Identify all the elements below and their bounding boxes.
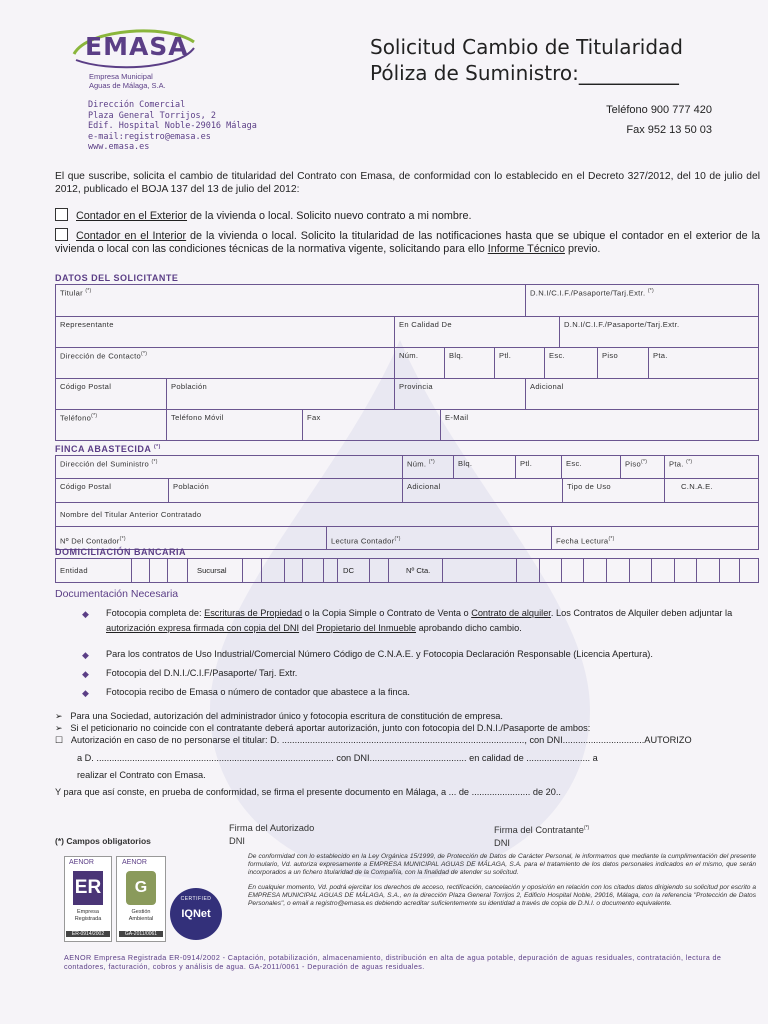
- address-line: Dirección Comercial: [88, 100, 186, 110]
- option-text: de la vivienda o local. Solicito la titularidad de las notificaciones hasta que se ubique el contador en el exterior de la vivienda o local con las condiciones técnicas de la normativa vigente, solicitando para ello: [55, 230, 760, 255]
- contact-phones: [606, 100, 712, 140]
- applicant-row: [56, 347, 758, 379]
- property-row: [56, 502, 758, 527]
- signature-authorized[interactable]: Firma del Autorizado DNI: [229, 823, 315, 846]
- page-title: [370, 34, 683, 86]
- property-grid: [55, 455, 759, 550]
- pta-field[interactable]: Pta.: [648, 348, 758, 379]
- option-label: Contador en el Interior: [76, 230, 187, 242]
- telefono-field[interactable]: Teléfono(*): [60, 413, 98, 423]
- iqnet-badge: CERTIFIED IQNet: [170, 888, 222, 940]
- diamond-bullet-icon: ◆: [82, 688, 89, 698]
- company-address: [88, 100, 257, 153]
- authorization-line: ☐ Autorización en caso de no personarse el titular: D. ..............................................................................................., con DNI................................AUTORIZO: [55, 735, 692, 745]
- adicional-field[interactable]: Adicional: [525, 379, 758, 410]
- section-heading-bank: DOMICILIACIÓN BANCARIA: [55, 547, 186, 557]
- account-digit-box[interactable]: [606, 559, 607, 582]
- fax-field[interactable]: Fax: [302, 410, 440, 441]
- esc-field[interactable]: Esc.: [561, 456, 620, 478]
- dni-representante-field[interactable]: D.N.I/C.I.F./Pasaporte/Tarj.Extr.: [559, 317, 758, 348]
- bank-grid: [55, 558, 759, 583]
- account-digit-box[interactable]: [261, 559, 262, 582]
- option-label: Contador en el Exterior: [76, 210, 188, 222]
- account-digit-box[interactable]: [167, 559, 168, 582]
- doc-item: Fotocopia del D.N.I./C.I.F/Pasaporte/ Tarj. Extr.: [106, 668, 298, 678]
- adicional-field[interactable]: Adicional: [402, 479, 562, 503]
- account-digit-box[interactable]: [242, 559, 243, 582]
- phone-number: Teléfono 900 777 420: [606, 104, 712, 116]
- authorization-line[interactable]: a D. ............................................................................................. con DNI...................................... en calidad de ......................... a: [77, 753, 598, 763]
- n-contador-field[interactable]: Nº Del Contador(*): [60, 536, 126, 546]
- account-digit-box[interactable]: [696, 559, 697, 582]
- account-digit-box[interactable]: [131, 559, 132, 582]
- arrow-icon: ➢: [55, 723, 63, 733]
- applicant-row: [56, 409, 758, 441]
- num-field[interactable]: Núm. (*): [402, 456, 453, 478]
- legal-paragraph: De conformidad con lo establecido en la Ley Orgánica 15/1999, de Protección de Datos de Carácter Personal, le informamos que mediante la cumplimentación del presente formulario, Vd. autoriza expresamente a EMPRESA MUNICIPAL AGUAS DE MÁLAGA, S.A. para el tratamiento de los datos personales indicados en el mismo, que serán incorporados a un fichero titularidad de la Compañía, con la finalidad de atender su solicitud.: [248, 853, 756, 877]
- diamond-bullet-icon: ◆: [82, 609, 89, 619]
- logo-subtitle-line: Empresa Municipal: [89, 72, 153, 81]
- legal-notice: [248, 853, 756, 908]
- extra-line: ➢ Si el peticionario no coincide con el contratante deberá aportar autorización, junto con fotocopia del D.N.I./Pasaporte de ambos:: [55, 723, 591, 733]
- dc-text: DC: [343, 566, 354, 575]
- blq-field[interactable]: Blq.: [444, 348, 494, 379]
- pta-field[interactable]: Pta. (*): [664, 456, 758, 478]
- applicant-grid: [55, 284, 759, 441]
- piso-field[interactable]: Piso: [597, 348, 648, 379]
- applicant-row: [56, 285, 758, 316]
- logo-subtitle-line: Aguas de Málaga, S.A.: [89, 81, 166, 90]
- intro-paragraph: El que suscribe, solicita el cambio de titularidad del Contrato con Emasa, de conformidad con lo establecido en el Decreto 327/2012, del 10 de julio del 2012, publicado el BOJA 137 del 13 de julio del 2012:: [55, 171, 760, 195]
- email-field[interactable]: E-Mail: [440, 410, 758, 441]
- cta-text: Nº Cta.: [406, 566, 431, 575]
- cnae-field[interactable]: C.N.A.E.: [664, 479, 758, 503]
- representante-field[interactable]: Representante: [60, 320, 114, 329]
- authorization-line: realizar el Contrato con Emasa.: [77, 770, 206, 780]
- property-row: [56, 478, 758, 503]
- fecha-lectura-field[interactable]: Fecha Lectura(*): [551, 527, 758, 550]
- direccion-contacto-field[interactable]: Dirección de Contacto(*): [60, 351, 148, 361]
- account-digit-box[interactable]: [369, 559, 370, 582]
- doc-item: Para los contratos de Uso Industrial/Comercial Número Código de C.N.A.E. y Fotocopia Declaración Responsable (Licencia Apertura).: [106, 649, 653, 659]
- entidad-label: Entidad: [60, 566, 88, 575]
- esc-field[interactable]: Esc.: [544, 348, 597, 379]
- account-digit-box[interactable]: [739, 559, 740, 582]
- account-digit-box[interactable]: [323, 559, 324, 582]
- account-digit-box[interactable]: [561, 559, 562, 582]
- doc-item: Fotocopia recibo de Emasa o número de contador que abastece a la finca.: [106, 687, 410, 697]
- ptl-field[interactable]: Ptl.: [515, 456, 561, 478]
- account-digit-box[interactable]: [583, 559, 584, 582]
- dni-titular-field[interactable]: D.N.I/C.I.F./Pasaporte/Tarj.Extr. (*): [525, 285, 758, 316]
- titular-anterior-field[interactable]: Nombre del Titular Anterior Contratado: [60, 510, 202, 519]
- conformity-line[interactable]: Y para que así conste, en prueba de conformidad, se firma el presente documento en Málaga, a ... de ....................... de 20..: [55, 787, 561, 797]
- logo-wordmark: EMASA: [85, 32, 189, 61]
- account-digit-box[interactable]: [337, 559, 338, 582]
- tipo-uso-field[interactable]: Tipo de Uso: [562, 479, 664, 503]
- account-digit-box[interactable]: [674, 559, 675, 582]
- signature-contractor[interactable]: Firma del Contratante(*) DNI: [494, 825, 590, 849]
- address-line: Plaza General Torrijos, 2: [88, 110, 216, 121]
- titular-field[interactable]: Titular (*): [60, 288, 92, 298]
- poblacion-field[interactable]: Población: [166, 379, 394, 410]
- account-digit-box[interactable]: [539, 559, 540, 582]
- doc-item: Fotocopia completa de: Escrituras de Propiedad o la Copia Simple o Contrato de Venta o Contrato de alquiler. Los Contratos de Alquiler deben adjuntar la autorización expresa firmada con copia del DNI del Propietario del Inmueble aprobando dicho cambio.: [106, 608, 733, 633]
- docs-heading: Documentación Necesaria: [55, 588, 179, 600]
- aenor-ga-badge: AENOR G Gestión Ambiental GA-2011/0061: [116, 856, 166, 942]
- authorization-checkbox[interactable]: ☐: [55, 735, 64, 745]
- movil-field[interactable]: Teléfono Móvil: [166, 410, 302, 441]
- account-digit-box[interactable]: [149, 559, 150, 582]
- lectura-contador-field[interactable]: Lectura Contador(*): [326, 527, 551, 550]
- account-digit-box[interactable]: [187, 559, 188, 582]
- email-link[interactable]: e-mail:registro@emasa.es: [88, 131, 211, 142]
- sucursal-text: Sucursal: [197, 566, 227, 575]
- logo-subtitle: [89, 72, 166, 90]
- section-heading-property: FINCA ABASTECIDA (*): [55, 444, 161, 454]
- applicant-row: [56, 316, 758, 348]
- ptl-field[interactable]: Ptl.: [494, 348, 544, 379]
- option-exterior: [55, 208, 760, 223]
- cp-field[interactable]: Código Postal: [60, 482, 112, 491]
- option-interior: [55, 228, 760, 256]
- diamond-bullet-icon: ◆: [82, 669, 89, 679]
- option-text: Informe Técnico: [487, 243, 565, 255]
- interior-checkbox[interactable]: [55, 228, 68, 241]
- option-text: de la vivienda o local. Solicito nuevo contrato a mi nombre.: [187, 210, 472, 222]
- property-row: [56, 456, 758, 478]
- address-line: Edif. Hospital Noble-29016 Málaga: [88, 121, 257, 131]
- account-digit-box[interactable]: [719, 559, 720, 582]
- account-digit-box[interactable]: [284, 559, 285, 582]
- account-digit-box[interactable]: [442, 559, 443, 582]
- provincia-field[interactable]: Provincia: [394, 379, 525, 410]
- poblacion-field[interactable]: Población: [168, 479, 402, 503]
- arrow-icon: ➢: [55, 711, 63, 721]
- blq-field[interactable]: Blq.: [453, 456, 515, 478]
- section-heading-applicant: DATOS DEL SOLICITANTE: [55, 273, 179, 283]
- num-field[interactable]: Núm.: [394, 348, 444, 379]
- account-digit-box[interactable]: [651, 559, 652, 582]
- extra-line: ➢ Para una Sociedad, autorización del administrador único y fotocopia escritura de constitución de empresa.: [55, 711, 503, 721]
- account-digit-box[interactable]: [516, 559, 517, 582]
- fax-number: Fax 952 13 50 03: [626, 124, 712, 136]
- legal-paragraph: En cualquier momento, Vd. podrá ejercitar los derechos de acceso, rectificación, cancelación y oposición en relación con los citados datos dirigiendo su solicitud por escrito a EMPRESA MUNICIPAL AGUAS DE MÁLAGA, S.A., en la dirección Plaza General Torrijos 2, Edificio Hospital Noble, 29016, Málaga, con la referencia "Protección de Datos Personales", o email a registro@emasa.es debiendo acreditar suficientemente su identidad a través de copia de D.N.I. o documento equivalente.: [248, 883, 756, 908]
- aenor-er-badge: AENOR ER Empresa Registrada ER-0914/2002: [64, 856, 112, 942]
- website-link[interactable]: www.emasa.es: [88, 142, 150, 152]
- title-line: Solicitud Cambio de Titularidad: [370, 35, 683, 59]
- policy-number-field[interactable]: Póliza de Suministro:__________: [370, 61, 679, 85]
- en-calidad-field[interactable]: En Calidad De: [394, 317, 559, 348]
- footer-certification: AENOR Empresa Registrada ER-0914/2002 - Captación, potabilización, almacenamiento, distribución en alta de agua potable, depuración de aguas residuales, contratación, lectura de contadores, facturación, cobros y análisis de agua. GA-2011/0061 - Depuración de aguas residuales.: [64, 953, 722, 971]
- account-digit-box[interactable]: [388, 559, 389, 582]
- direccion-suministro-field[interactable]: Dirección del Suministro (*): [60, 459, 158, 469]
- required-fields-note: (*) Campos obligatorios: [55, 836, 151, 846]
- account-digit-box[interactable]: [629, 559, 630, 582]
- exterior-checkbox[interactable]: [55, 208, 68, 221]
- account-digit-box[interactable]: [302, 559, 303, 582]
- er-logo-icon: ER: [73, 871, 103, 905]
- applicant-row: [56, 378, 758, 410]
- option-text: previo.: [564, 243, 601, 255]
- cp-field[interactable]: Código Postal: [60, 382, 112, 391]
- piso-field[interactable]: Piso(*): [620, 456, 664, 478]
- diamond-bullet-icon: ◆: [82, 650, 89, 660]
- ga-logo-icon: G: [126, 871, 156, 905]
